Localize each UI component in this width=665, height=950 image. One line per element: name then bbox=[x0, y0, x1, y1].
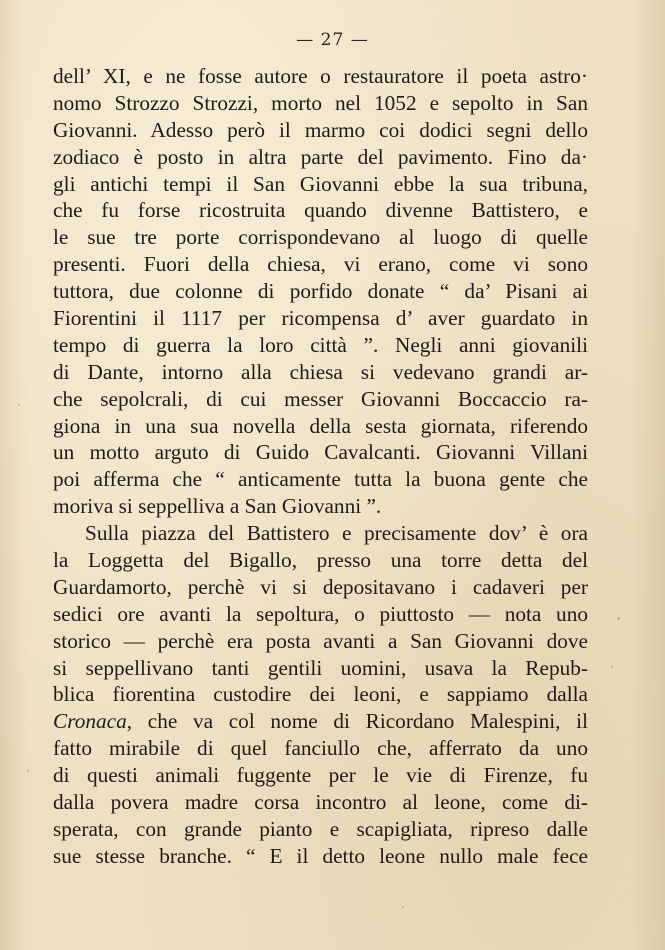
text-line-17: moriva si seppelliva a San Giovanni ”. bbox=[53, 494, 382, 519]
text-line-13: che sepolcrali, di cui messer Giovanni Boccaccio ra- bbox=[53, 386, 588, 411]
text-line-25 bbox=[53, 708, 588, 735]
text-line-30: sue stesse branche. “ E il detto leone nullo male fece bbox=[53, 843, 588, 868]
text-line-20: Guardamorto, perchè vi si depositavano i cadaveri per bbox=[53, 574, 588, 599]
text-line-24: blica fiorentina custodire dei leoni, e sappiamo dalla bbox=[53, 682, 588, 707]
text-line-14: giona in una sua novella della sesta giornata, riferendo bbox=[53, 413, 588, 438]
page-number: — 27 — bbox=[296, 30, 369, 50]
text-line-9: tuttora, due colonne di porfido donate “ da’ Pisani ai bbox=[53, 279, 588, 304]
text-line-8: presenti. Fuori della chiesa, vi erano, come vi sono bbox=[53, 252, 588, 277]
text-line-28: dalla povera madre corsa incontro al leone, come di- bbox=[53, 790, 588, 815]
text-line-23: si seppellivano tanti gentili uomini, usava la Repub- bbox=[53, 655, 588, 680]
text-line-27: di questi animali fuggente per le vie di Firenze, fu bbox=[53, 763, 588, 788]
text-line-25-rest: , che va col nome di Ricordano Malespini, il bbox=[126, 709, 588, 734]
text-line-3: Giovanni. Adesso però il marmo coi dodici segni dello bbox=[53, 117, 588, 142]
text-line-22: storico — perchè era posta avanti a San Giovanni dove bbox=[53, 628, 588, 653]
text-line-15: un motto arguto di Guido Cavalcanti. Giovanni Villani bbox=[53, 440, 588, 465]
text-line-11: tempo di guerra la loro città ”. Negli anni giovanili bbox=[53, 332, 588, 357]
text-line-4: zodiaco è posto in altra parte del pavimento. Fino da· bbox=[53, 144, 588, 169]
text-line-26: fatto mirabile di quel fanciullo che, afferrato da uno bbox=[53, 736, 588, 761]
paper-speck bbox=[611, 666, 613, 668]
text-line-10: Fiorentini il 1117 per ricompensa d’ aver guardato in bbox=[53, 306, 588, 331]
text-line-19: la Loggetta del Bigallo, presso una torre detta del bbox=[53, 548, 588, 573]
text-line-1: dell’ XI, e ne fosse autore o restauratore il poeta astro· bbox=[53, 64, 588, 88]
text-line-29: sperata, con grande pianto e scapigliata, ripreso dalle bbox=[53, 816, 588, 841]
paper-speck bbox=[402, 906, 404, 908]
text-line-6: che fu forse ricostruita quando divenne Battistero, e bbox=[53, 198, 588, 223]
paper-speck bbox=[27, 770, 29, 772]
text-line-5: gli antichi tempi il San Giovanni ebbe la sua tribuna, bbox=[53, 171, 588, 196]
paper-speck bbox=[18, 404, 20, 406]
paper-speck bbox=[617, 617, 620, 620]
text-line-2: nomo Strozzo Strozzi, morto nel 1052 e sepolto in San bbox=[53, 90, 588, 115]
text-line-21: sedici ore avanti la sepoltura, o piuttosto — nota uno bbox=[53, 601, 588, 626]
text-line-12: di Dante, intorno alla chiesa si vedevano grandi ar- bbox=[53, 359, 588, 384]
text-line-16: poi afferma che “ anticamente tutta la buona gente che bbox=[53, 467, 588, 492]
text-line-18: Sulla piazza del Battistero e precisamente dov’ è ora bbox=[85, 521, 588, 546]
body-text bbox=[53, 63, 588, 870]
text-line-7: le sue tre porte corrispondevano al luogo di quelle bbox=[53, 225, 588, 250]
italic-title-cronaca: Cronaca bbox=[53, 709, 127, 734]
